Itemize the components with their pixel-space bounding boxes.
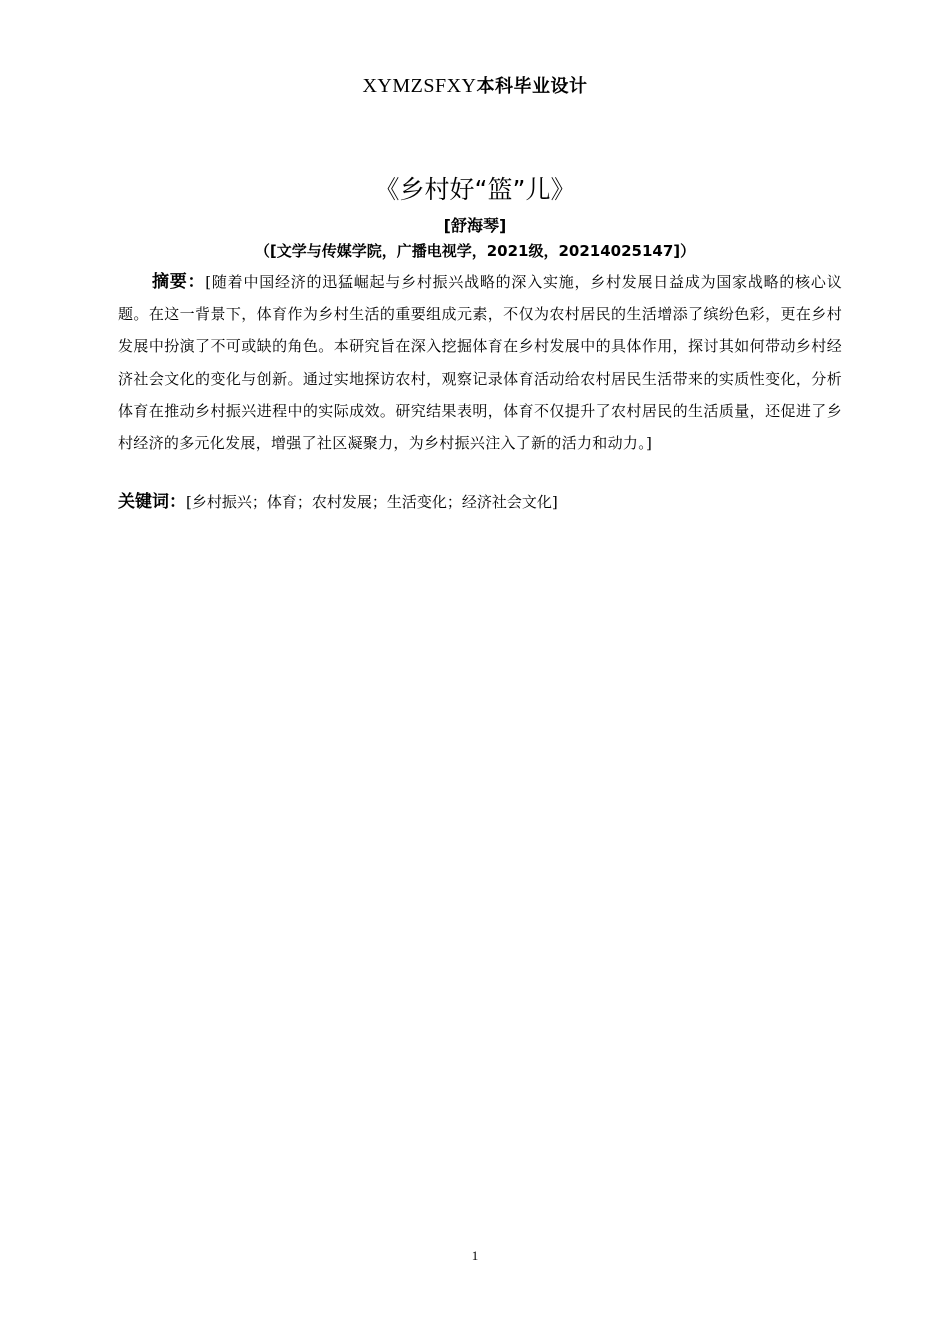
- abstract-text: [随着中国经济的迅猛崛起与乡村振兴战略的深入实施，乡村发展日益成为国家战略的核心议题。在这一背景下，体育作为乡村生活的重要组成元素，不仅为农村居民的生活增添了缤纷色彩，更在乡村发展中扮演了不可或缺的角色。本研究旨在深入挖掘体育在乡村发展中的具体作用，探讨其如何带动乡村经济社会文化的变化与创新。通过实地探访农村，观察记录体育活动给农村居民生活带来的实质性变化，分析体育在推动乡村振兴进程中的实际成效。研究结果表明，体育不仅提升了农村居民的生活质量，还促进了乡村经济的多元化发展，增强了社区凝聚力，为乡村振兴注入了新的活力和动力。]: [118, 273, 842, 453]
- header-document-type: 本科毕业设计: [476, 76, 588, 97]
- header-school-code: XYMZSFXY: [362, 75, 477, 97]
- keywords-text: [乡村振兴；体育；农村发展；生活变化；经济社会文化]: [186, 493, 558, 511]
- page-number: 1: [471, 1248, 479, 1263]
- abstract-paragraph: [118, 266, 842, 459]
- page-header: [0, 72, 950, 98]
- author-affiliation: （[文学与传媒学院，广播电视学，2021级，20214025147]）: [254, 242, 696, 260]
- author-name: [舒海琴]: [443, 216, 507, 235]
- document-title: 《乡村好“篮”儿》: [374, 175, 576, 204]
- keywords-line: [118, 488, 842, 516]
- abstract-label: 摘要：: [152, 272, 206, 292]
- keywords-label: 关键词：: [118, 492, 186, 512]
